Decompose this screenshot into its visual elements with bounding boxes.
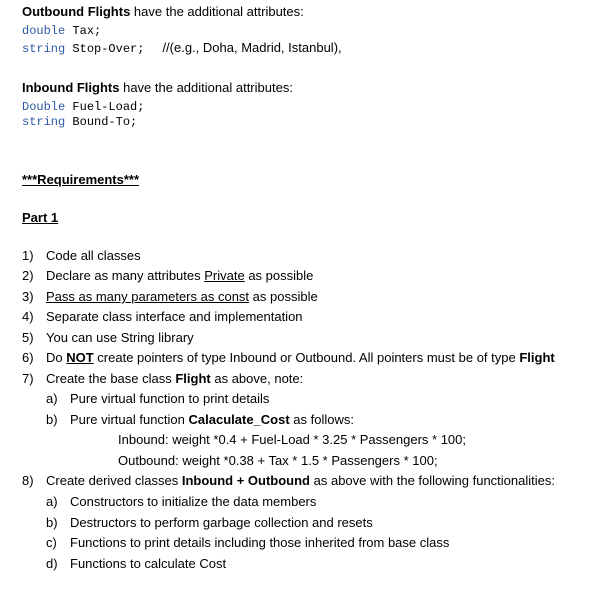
list-item-text: Do xyxy=(46,350,67,365)
list-subitem-text: Functions to calculate Cost xyxy=(70,556,227,571)
outbound-heading-text: have the additional attributes: xyxy=(130,4,304,19)
list-item-number: 4) xyxy=(22,309,34,324)
outbound-attr-tax xyxy=(22,23,101,39)
list-item-number: 6) xyxy=(22,350,34,365)
list-subitem xyxy=(46,391,269,407)
list-item-bold: Flight xyxy=(519,350,555,365)
list-item xyxy=(22,350,555,366)
list-item-number: 1) xyxy=(22,248,34,263)
inbound-attr-fuel-name: Fuel-Load; xyxy=(65,100,145,114)
outbound-attr-stopover xyxy=(22,40,342,57)
inbound-heading-text: have the additional attributes: xyxy=(119,80,293,95)
list-item xyxy=(22,330,194,346)
inbound-attr-fuel-type: Double xyxy=(22,100,66,114)
list-subitem-letter: c) xyxy=(46,535,57,550)
list-subitem-text: Pure virtual function xyxy=(70,412,189,427)
list-subitem xyxy=(46,494,316,510)
outbound-heading xyxy=(22,4,304,20)
list-subitem xyxy=(46,535,449,551)
list-item-number: 3) xyxy=(22,289,34,304)
list-item-text: Code all classes xyxy=(46,248,141,263)
inbound-attr-bound-name: Bound-To; xyxy=(65,115,138,129)
part-title: Part 1 xyxy=(22,210,59,225)
list-item-text: Create derived classes xyxy=(46,473,182,488)
list-item xyxy=(22,371,303,387)
outbound-attr-tax-type: double xyxy=(22,24,66,38)
list-item-text: Separate class interface and implementation xyxy=(46,309,303,324)
list-subitem-letter: d) xyxy=(46,556,58,571)
list-subitem-letter: a) xyxy=(46,494,58,509)
outbound-heading-bold: Outbound Flights xyxy=(22,4,131,19)
list-item xyxy=(22,473,555,489)
inbound-heading-bold: Inbound Flights xyxy=(22,80,120,95)
list-subitem-text: Constructors to initialize the data members xyxy=(70,494,317,509)
list-item xyxy=(22,309,303,325)
list-subitem-letter: b) xyxy=(46,412,58,427)
list-item-bold-underlined: NOT xyxy=(66,350,94,365)
list-item-text: as possible xyxy=(249,289,318,304)
list-item-number: 2) xyxy=(22,268,34,283)
outbound-attr-stopover-comment: //(e.g., Doha, Madrid, Istanbul), xyxy=(162,40,342,55)
list-item xyxy=(22,268,313,284)
outbound-attr-stopover-name: Stop-Over; xyxy=(65,42,145,56)
list-subitem-text: Pure virtual function to print details xyxy=(70,391,270,406)
list-item-bold: Flight xyxy=(175,371,211,386)
list-item xyxy=(22,248,141,264)
list-item-text: as possible xyxy=(244,268,314,283)
list-item xyxy=(22,289,318,305)
list-item-text: as above, note: xyxy=(210,371,304,386)
inbound-heading xyxy=(22,80,293,96)
list-subitem xyxy=(46,412,354,428)
list-item-bold: Inbound + Outbound xyxy=(181,473,311,488)
list-item-text: create pointers of type Inbound or Outbound. All pointers must be of type xyxy=(93,350,520,365)
list-subitem-letter: b) xyxy=(46,515,58,530)
list-subitem xyxy=(46,556,226,572)
list-item-text: as above with the following functionalities: xyxy=(310,473,555,488)
list-subitem-text: as follows: xyxy=(289,412,354,427)
inbound-attr-bound xyxy=(22,114,137,130)
outbound-attr-stopover-type: string xyxy=(22,42,66,56)
list-subitem xyxy=(46,515,373,531)
formula-inbound: Inbound: weight *0.4 + Fuel-Load * 3.25 * Passengers * 100; xyxy=(118,432,466,447)
list-item-underlined: Pass as many parameters as const xyxy=(46,289,250,304)
outbound-attr-tax-name: Tax; xyxy=(65,24,102,38)
list-item-text: You can use String library xyxy=(46,330,194,345)
list-subitem-bold: Calaculate_Cost xyxy=(188,412,290,427)
list-item-text: Declare as many attributes xyxy=(46,268,205,283)
requirements-title: ***Requirements*** xyxy=(22,172,140,187)
inbound-attr-bound-type: string xyxy=(22,115,66,129)
list-item-number: 7) xyxy=(22,371,34,386)
list-item-text: Create the base class xyxy=(46,371,176,386)
list-item-number: 8) xyxy=(22,473,34,488)
inbound-attr-fuel xyxy=(22,99,144,115)
list-item-number: 5) xyxy=(22,330,34,345)
list-item-underlined: Private xyxy=(204,268,245,283)
list-subitem-letter: a) xyxy=(46,391,58,406)
formula-outbound: Outbound: weight *0.38 + Tax * 1.5 * Passengers * 100; xyxy=(118,453,438,468)
list-subitem-text: Functions to print details including those inherited from base class xyxy=(70,535,450,550)
list-subitem-text: Destructors to perform garbage collection and resets xyxy=(70,515,373,530)
